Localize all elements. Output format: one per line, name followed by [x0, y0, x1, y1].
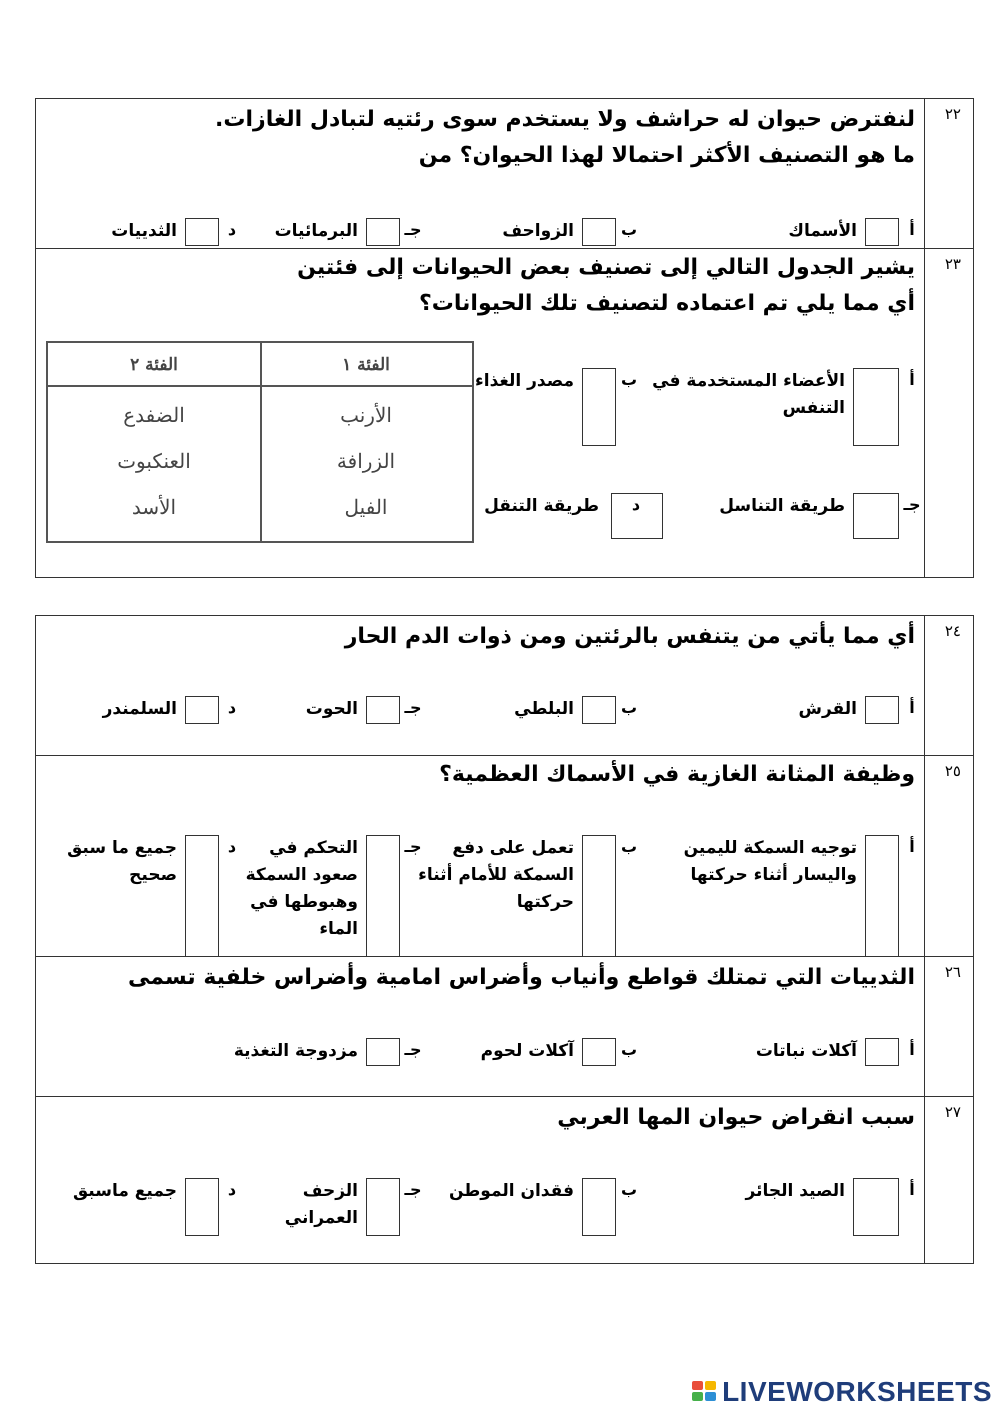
answer-box[interactable]: [582, 218, 616, 246]
option-d: [483, 493, 663, 541]
option-b: [448, 1178, 638, 1238]
option-text: الحوت: [305, 699, 358, 719]
question-text-line: أي مما يلي تم اعتماده لتصنيف تلك الحيوانات؟: [419, 291, 915, 316]
option-text: مزدوجة التغذية: [233, 1041, 358, 1061]
option-text: الزواحف: [502, 221, 574, 241]
answer-box[interactable]: [582, 1178, 616, 1236]
option-letter: جـ: [404, 837, 422, 856]
option-letter: أ: [909, 1180, 915, 1199]
option-b: [475, 368, 638, 448]
answer-box[interactable]: [366, 835, 400, 957]
option-b: [488, 696, 638, 726]
option-text: توجيه السمكة لليمين واليسار أثناء حركتها: [683, 838, 857, 885]
option-text: الصيد الجائر: [745, 1181, 845, 1201]
option-letter: جـ: [903, 495, 921, 514]
option-text: جميع ماسبق: [72, 1181, 177, 1201]
option-text: التحكم في صعود السمكة وهبوطها في الماء: [245, 838, 358, 939]
answer-box[interactable]: [853, 1178, 899, 1236]
answer-box[interactable]: [582, 1038, 616, 1066]
question-text-line: ما هو التصنيف الأكثر احتمالا لهذا الحيوان؟ من: [418, 143, 915, 168]
answer-box[interactable]: [865, 218, 899, 246]
answer-box[interactable]: [185, 218, 219, 246]
question-text-line: يشير الجدول التالي إلى تصنيف بعض الحيوانات إلى فئتين: [297, 255, 915, 280]
option-c: [661, 493, 921, 541]
answer-box[interactable]: [853, 368, 899, 446]
option-text: فقدان الموطن: [448, 1181, 574, 1201]
question-text-line: الثدييات التي تمتلك قواطع وأنياب وأضراس امامية وأضراس خلفية تسمى: [128, 965, 915, 990]
question-number: ٢٤: [944, 622, 961, 640]
option-b: [478, 218, 638, 248]
option-d: [51, 835, 241, 955]
answer-box[interactable]: [366, 1178, 400, 1236]
question-number: ٢٢: [944, 105, 961, 123]
option-letter: د: [227, 837, 237, 856]
question-number: ٢٥: [944, 762, 961, 780]
option-letter: ب: [620, 370, 638, 389]
option-letter: د: [227, 698, 237, 717]
option-a: [671, 835, 921, 955]
option-text: البرمائيات: [274, 221, 358, 241]
question-24: [36, 616, 973, 755]
option-letter: أ: [909, 220, 915, 239]
option-text: الأسماك: [788, 221, 857, 241]
option-c: [222, 1038, 422, 1068]
option-text: طريقة التناسل: [719, 496, 845, 516]
option-letter: أ: [909, 837, 915, 856]
option-letter: جـ: [404, 220, 422, 239]
table-cell: الفيل: [344, 495, 388, 519]
option-c: [272, 1178, 422, 1238]
option-text: السلمندر: [102, 699, 177, 719]
question-text-line: وظيفة المثانة الغازية في الأسماك العظمية؟: [439, 762, 915, 787]
question-number: ٢٧: [944, 1103, 961, 1121]
option-letter: د: [227, 1180, 237, 1199]
liveworksheets-logo-icon: [692, 1381, 718, 1403]
question-number: ٢٦: [944, 963, 961, 981]
answer-box[interactable]: [185, 835, 219, 957]
answer-box[interactable]: [853, 493, 899, 539]
option-text: آكلات لحوم: [480, 1041, 574, 1061]
answer-box[interactable]: [366, 218, 400, 246]
answer-box[interactable]: [582, 835, 616, 957]
option-text: جميع ما سبق صحيح: [67, 838, 177, 885]
option-text: الأعضاء المستخدمة في التنفس: [652, 371, 845, 418]
answer-box[interactable]: [366, 1038, 400, 1066]
option-text: الزحف العمراني: [284, 1181, 358, 1228]
option-c: [272, 218, 422, 248]
option-letter: ب: [620, 1040, 638, 1059]
option-letter: ب: [620, 837, 638, 856]
option-a: [721, 1178, 921, 1238]
option-letter: د: [227, 220, 237, 239]
question-text-line: أي مما يأتي من يتنفس بالرئتين ومن ذوات الدم الحار: [344, 624, 915, 649]
question-23: [36, 248, 973, 580]
question-text-line: لنفترض حيوان له حراشف ولا يستخدم سوى رئتيه لتبادل الغازات.: [215, 107, 915, 132]
table-cell: الأرنب: [340, 403, 392, 427]
question-block-1: [35, 98, 974, 578]
option-letter: أ: [909, 698, 915, 717]
option-a: [761, 696, 921, 726]
table-header-category-1: الفئة ١: [260, 343, 472, 387]
option-letter: جـ: [404, 698, 422, 717]
question-25: [36, 755, 973, 957]
option-c: [282, 696, 422, 726]
table-cell: الأسد: [131, 495, 177, 519]
option-a: [652, 368, 921, 448]
answer-box[interactable]: [865, 1038, 899, 1066]
option-d: [71, 696, 241, 726]
answer-box[interactable]: [865, 835, 899, 957]
option-text: طريقة التنقل: [484, 496, 599, 516]
answer-box[interactable]: [582, 696, 616, 724]
question-22: [36, 99, 973, 248]
option-b: [458, 1038, 638, 1068]
question-block-2: [35, 615, 974, 1264]
question-26: [36, 956, 973, 1097]
option-c: [232, 835, 422, 955]
option-b: [418, 835, 638, 955]
option-letter: ب: [620, 220, 638, 239]
option-letter: جـ: [404, 1040, 422, 1059]
table-header-category-2: الفئة ٢: [48, 343, 260, 387]
classification-table: [46, 341, 474, 543]
option-letter: أ: [909, 1040, 915, 1059]
liveworksheets-brand: LIVEWORKSHEETS: [722, 1376, 992, 1407]
answer-box[interactable]: [185, 1178, 219, 1236]
option-a: [721, 1038, 921, 1068]
option-text: آكلات نباتات: [755, 1041, 857, 1061]
table-cell: الزرافة: [336, 449, 396, 473]
answer-box[interactable]: [185, 696, 219, 724]
answer-box[interactable]: [865, 696, 899, 724]
option-text: الثدييات: [111, 221, 177, 241]
option-a: [721, 218, 921, 248]
option-text: البلطي: [514, 699, 574, 719]
option-text: مصدر الغذاء: [475, 371, 574, 391]
option-letter: ب: [620, 1180, 638, 1199]
table-cell: الضفدع: [123, 403, 185, 427]
question-27: [36, 1096, 973, 1266]
table-cell: العنكبوت: [117, 449, 191, 473]
option-text: تعمل على دفع السمكة للأمام أثناء حركتها: [418, 838, 574, 912]
question-text-line: سبب انقراض حيوان المها العربي: [557, 1105, 915, 1130]
option-text: القرش: [798, 699, 857, 719]
option-d: [61, 1178, 241, 1238]
option-letter: ب: [620, 698, 638, 717]
option-letter: د: [631, 495, 641, 514]
answer-box[interactable]: [611, 493, 663, 539]
option-letter: أ: [909, 370, 915, 389]
answer-box[interactable]: [366, 696, 400, 724]
liveworksheets-logo: [692, 1377, 992, 1407]
option-d: [71, 218, 241, 248]
option-letter: جـ: [404, 1180, 422, 1199]
answer-box[interactable]: [582, 368, 616, 446]
question-number: ٢٣: [944, 255, 961, 273]
